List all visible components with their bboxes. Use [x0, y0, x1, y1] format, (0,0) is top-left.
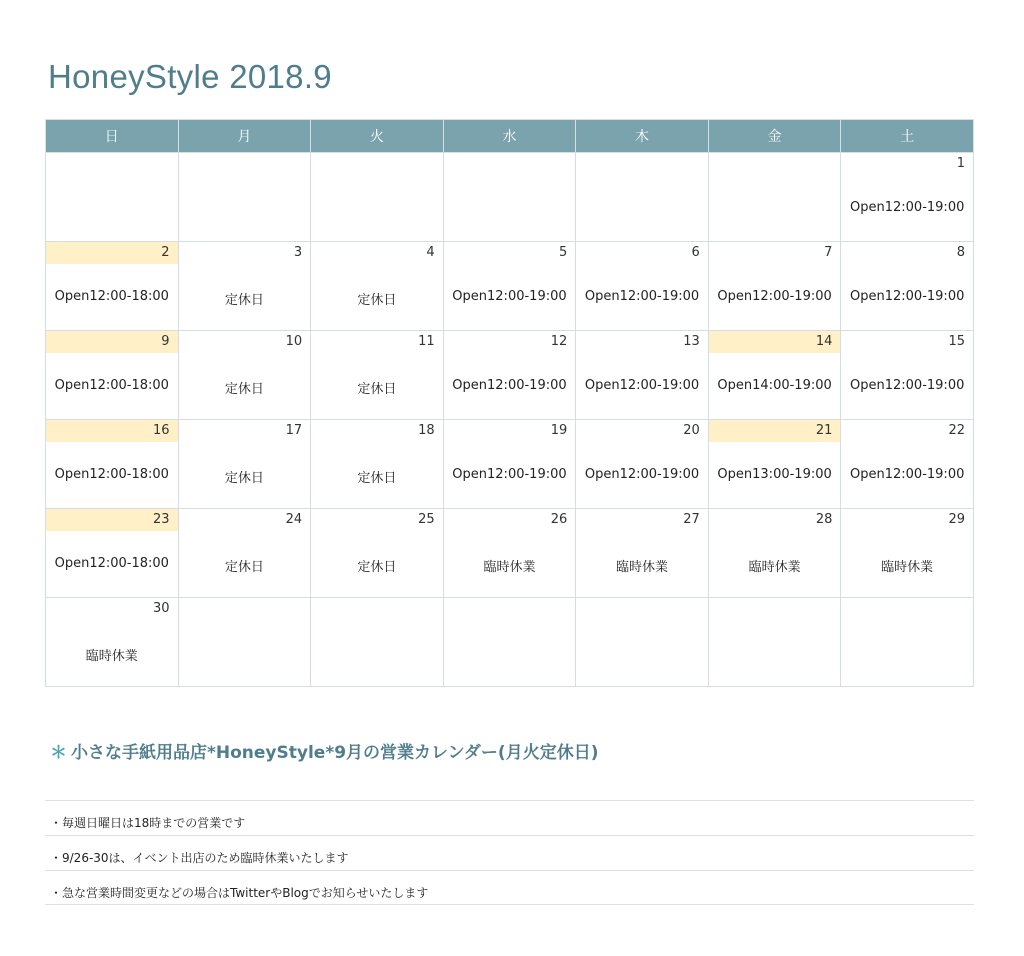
weekday-header-row — [46, 120, 974, 153]
business-hours: Open12:00-19:00 — [584, 289, 700, 304]
calendar-empty-cell — [841, 598, 974, 687]
calendar-day-cell — [178, 242, 311, 331]
business-hours: Open12:00-19:00 — [717, 289, 832, 304]
closed-label: 臨時休業 — [881, 560, 934, 575]
calendar-week-row — [46, 153, 974, 242]
day-number: 6 — [691, 245, 700, 260]
closed-label: 臨時休業 — [85, 649, 138, 664]
day-number: 26 — [550, 512, 568, 527]
business-hours: Open13:00-19:00 — [717, 467, 832, 482]
weekday-sun: 日 — [46, 120, 179, 153]
page-title: HoneyStyle 2018.9 — [48, 58, 332, 95]
business-hours: Open12:00-19:00 — [584, 378, 700, 393]
weekday-tue: 火 — [311, 120, 444, 153]
calendar-day-cell — [178, 420, 311, 509]
calendar-day-cell — [841, 153, 974, 242]
calendar-day-cell — [708, 420, 841, 509]
calendar-empty-cell — [443, 598, 576, 687]
calendar-day-cell — [841, 509, 974, 598]
calendar-day-cell — [178, 331, 311, 420]
day-number: 13 — [683, 334, 700, 349]
business-hours: Open12:00-19:00 — [850, 200, 965, 215]
closed-label: 定休日 — [357, 293, 397, 308]
day-number: 14 — [709, 331, 841, 353]
business-hours: Open12:00-18:00 — [54, 467, 169, 482]
business-hours: Open12:00-19:00 — [452, 467, 567, 482]
closed-label: 定休日 — [357, 471, 397, 486]
closed-label: 臨時休業 — [616, 560, 669, 575]
calendar-day-cell — [46, 509, 179, 598]
day-number: 8 — [956, 245, 965, 260]
day-number: 19 — [550, 423, 568, 438]
calendar-subtitle — [50, 738, 598, 763]
business-hours: Open14:00-19:00 — [717, 378, 832, 393]
business-hours: Open12:00-19:00 — [452, 289, 567, 304]
closed-label: 定休日 — [357, 560, 397, 575]
calendar-day-cell — [311, 242, 444, 331]
day-number: 22 — [948, 423, 965, 438]
weekday-mon: 月 — [178, 120, 311, 153]
day-number: 7 — [824, 245, 833, 260]
calendar-day-cell — [841, 420, 974, 509]
calendar-day-cell — [576, 509, 709, 598]
calendar-day-cell — [311, 420, 444, 509]
day-number: 17 — [285, 423, 303, 438]
calendar-day-cell — [708, 331, 841, 420]
day-number: 4 — [426, 245, 435, 260]
calendar-body — [46, 153, 974, 687]
day-number: 1 — [956, 156, 965, 171]
closed-label: 定休日 — [224, 382, 264, 397]
closed-label: 臨時休業 — [748, 560, 801, 575]
calendar-week-row — [46, 598, 974, 687]
weekday-sat: 土 — [841, 120, 974, 153]
day-number: 9 — [46, 331, 178, 353]
calendar-empty-cell — [311, 153, 444, 242]
closed-label: 定休日 — [357, 382, 397, 397]
day-number: 30 — [153, 601, 170, 616]
weekday-fri: 金 — [708, 120, 841, 153]
business-hours: Open12:00-19:00 — [584, 467, 700, 482]
weekday-thu: 木 — [576, 120, 709, 153]
calendar-day-cell — [841, 331, 974, 420]
day-number: 15 — [948, 334, 965, 349]
closed-label: 定休日 — [224, 560, 264, 575]
calendar-empty-cell — [708, 153, 841, 242]
calendar-day-cell — [576, 420, 709, 509]
business-hours: Open12:00-19:00 — [452, 378, 567, 393]
calendar-empty-cell — [576, 153, 709, 242]
calendar-empty-cell — [178, 153, 311, 242]
day-number: 20 — [683, 423, 700, 438]
day-number: 23 — [46, 509, 178, 531]
closed-label: 臨時休業 — [483, 560, 536, 575]
day-number: 28 — [815, 512, 833, 527]
calendar-table — [45, 119, 974, 687]
calendar-day-cell — [311, 509, 444, 598]
calendar-day-cell — [576, 242, 709, 331]
day-number: 21 — [709, 420, 841, 442]
day-number: 10 — [285, 334, 303, 349]
calendar-empty-cell — [443, 153, 576, 242]
calendar-week-row — [46, 331, 974, 420]
calendar-week-row — [46, 420, 974, 509]
business-hours: Open12:00-18:00 — [54, 378, 169, 393]
business-hours: Open12:00-18:00 — [54, 289, 169, 304]
day-number: 27 — [683, 512, 700, 527]
calendar-day-cell — [178, 509, 311, 598]
calendar-day-cell — [443, 509, 576, 598]
calendar-day-cell — [46, 331, 179, 420]
calendar-day-cell — [311, 331, 444, 420]
day-number: 2 — [46, 242, 178, 264]
calendar-day-cell — [46, 242, 179, 331]
calendar-day-cell — [708, 242, 841, 331]
calendar-empty-cell — [576, 598, 709, 687]
calendar-day-cell — [443, 242, 576, 331]
day-number: 16 — [46, 420, 178, 442]
calendar-day-cell — [443, 420, 576, 509]
day-number: 5 — [558, 245, 568, 260]
calendar-empty-cell — [708, 598, 841, 687]
business-hours: Open12:00-19:00 — [850, 289, 965, 304]
calendar-day-cell — [46, 598, 179, 687]
business-hours: Open12:00-18:00 — [54, 556, 169, 571]
day-number: 29 — [948, 512, 965, 527]
closed-label: 定休日 — [224, 293, 264, 308]
note-item: ・急な営業時間変更などの場合はTwitterやBlogでお知らせいたします — [45, 870, 974, 905]
calendar-empty-cell — [46, 153, 179, 242]
calendar-empty-cell — [178, 598, 311, 687]
note-item: ・9/26-30は、イベント出店のため臨時休業いたします — [45, 835, 974, 870]
day-number: 24 — [285, 512, 303, 527]
calendar-day-cell — [841, 242, 974, 331]
subtitle-text: 小さな手紙用品店*HoneyStyle*9月の営業カレンダー(月火定休日) — [71, 743, 599, 763]
calendar-week-row — [46, 242, 974, 331]
notes-list — [45, 800, 974, 905]
closed-label: 定休日 — [224, 471, 264, 486]
business-hours: Open12:00-19:00 — [850, 378, 965, 393]
note-item: ・毎週日曜日は18時までの営業です — [45, 800, 974, 835]
calendar-day-cell — [708, 509, 841, 598]
calendar-day-cell — [576, 331, 709, 420]
weekday-wed: 水 — [443, 120, 576, 153]
asterisk-icon: ＊ — [50, 743, 67, 763]
day-number: 25 — [418, 512, 435, 527]
business-hours: Open12:00-19:00 — [850, 467, 965, 482]
day-number: 18 — [418, 423, 435, 438]
day-number: 3 — [293, 245, 303, 260]
calendar-day-cell — [46, 420, 179, 509]
calendar-day-cell — [443, 331, 576, 420]
day-number: 11 — [418, 334, 435, 349]
calendar-empty-cell — [311, 598, 444, 687]
calendar-week-row — [46, 509, 974, 598]
day-number: 12 — [550, 334, 568, 349]
